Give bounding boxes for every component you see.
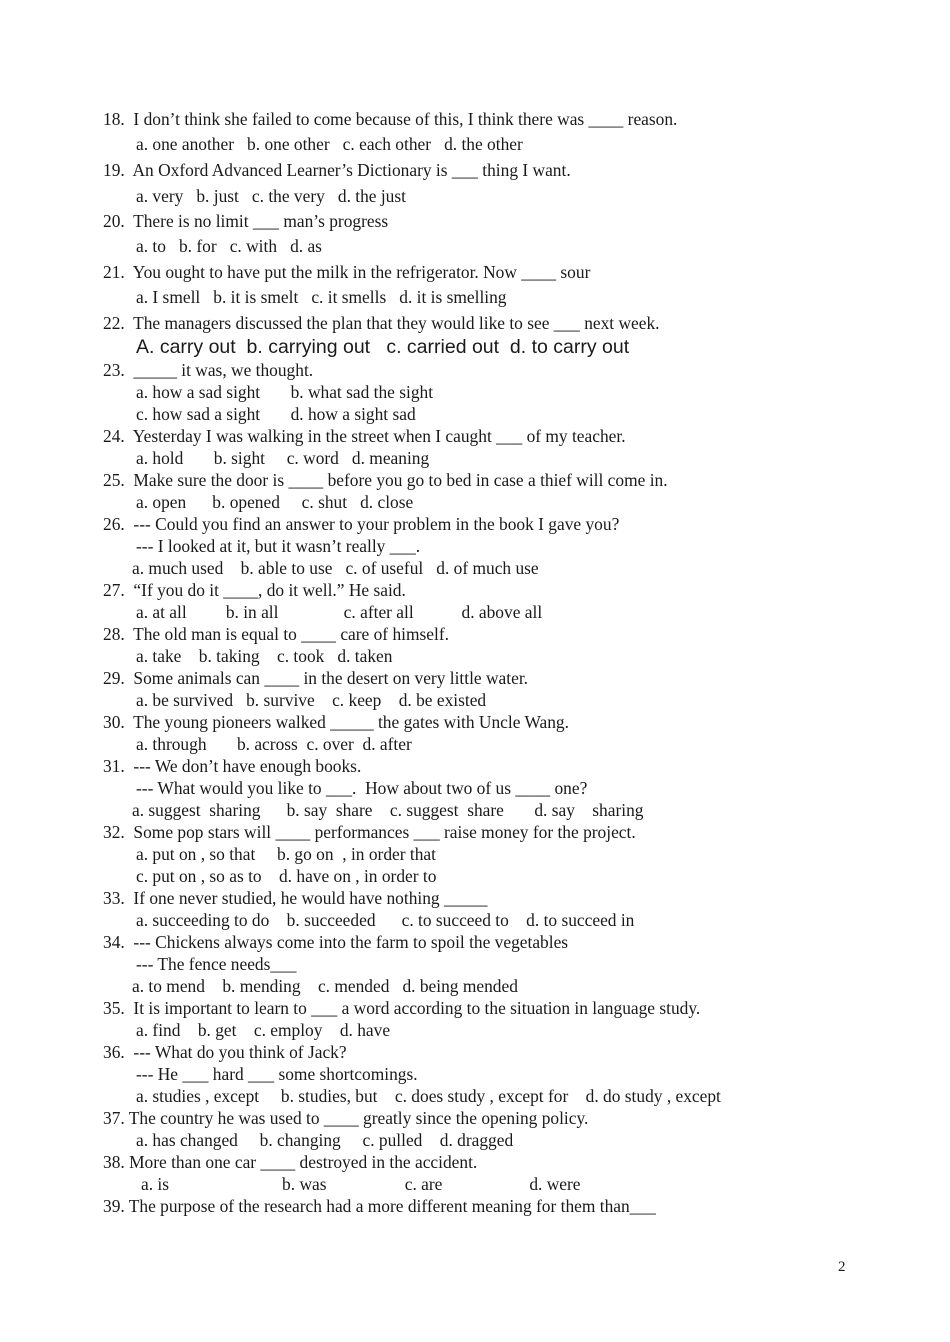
question-24-stem: 24. Yesterday I was walking in the street when I caught ___ of my teacher. bbox=[103, 426, 626, 446]
question-33-options: a. succeeding to do b. succeeded c. to succeed to d. to succeed in bbox=[136, 910, 635, 930]
question-37-options: a. has changed b. changing c. pulled d. dragged bbox=[136, 1130, 514, 1150]
question-36-stem: 36. --- What do you think of Jack? bbox=[103, 1042, 347, 1062]
question-26-options: a. much used b. able to use c. of useful d. of much use bbox=[132, 558, 539, 578]
question-18-stem: 18. I don’t think she failed to come because of this, I think there was ____ reason. bbox=[103, 109, 678, 129]
question-28-options: a. take b. taking c. took d. taken bbox=[136, 646, 393, 666]
question-38-stem: 38. More than one car ____ destroyed in the accident. bbox=[103, 1152, 478, 1172]
question-38-options: a. is b. was c. are d. were bbox=[141, 1174, 581, 1194]
question-23-options-row2: c. how sad a sight d. how a sight sad bbox=[136, 404, 416, 424]
question-39-stem: 39. The purpose of the research had a more different meaning for them than___ bbox=[103, 1196, 656, 1216]
question-26-stem: 26. --- Could you find an answer to your problem in the book I gave you? bbox=[103, 514, 620, 534]
question-24-options: a. hold b. sight c. word d. meaning bbox=[136, 448, 430, 468]
question-32-stem: 32. Some pop stars will ____ performances ___ raise money for the project. bbox=[103, 822, 636, 842]
question-32-options-row2: c. put on , so as to d. have on , in order to bbox=[136, 866, 437, 886]
question-30-stem: 30. The young pioneers walked _____ the gates with Uncle Wang. bbox=[103, 712, 569, 732]
question-34-stem: 34. --- Chickens always come into the farm to spoil the vegetables bbox=[103, 932, 569, 952]
question-21-options: a. I smell b. it is smelt c. it smells d. it is smelling bbox=[136, 287, 507, 307]
question-27-stem: 27. “If you do it ____, do it well.” He said. bbox=[103, 580, 406, 600]
question-29-stem: 29. Some animals can ____ in the desert on very little water. bbox=[103, 668, 529, 688]
question-19-stem: 19. An Oxford Advanced Learner’s Dictionary is ___ thing I want. bbox=[103, 160, 571, 180]
question-32-options-row1: a. put on , so that b. go on , in order that bbox=[136, 844, 436, 864]
question-25-options: a. open b. opened c. shut d. close bbox=[136, 492, 414, 512]
question-26-reply: --- I looked at it, but it wasn’t really ___. bbox=[136, 536, 421, 556]
question-34-options: a. to mend b. mending c. mended d. being mended bbox=[132, 976, 518, 996]
question-36-options: a. studies , except b. studies, but c. does study , except for d. do study , except bbox=[136, 1086, 721, 1106]
question-20-options: a. to b. for c. with d. as bbox=[136, 236, 322, 256]
question-28-stem: 28. The old man is equal to ____ care of himself. bbox=[103, 624, 449, 644]
question-22-options: A. carry out b. carrying out c. carried out d. to carry out bbox=[136, 336, 630, 358]
question-23-stem: 23. _____ it was, we thought. bbox=[103, 360, 314, 380]
question-23-options-row1: a. how a sad sight b. what sad the sight bbox=[136, 382, 434, 402]
question-37-stem: 37. The country he was used to ____ greatly since the opening policy. bbox=[103, 1108, 589, 1128]
question-31-stem: 31. --- We don’t have enough books. bbox=[103, 756, 362, 776]
question-21-stem: 21. You ought to have put the milk in the refrigerator. Now ____ sour bbox=[103, 262, 591, 282]
question-22-stem: 22. The managers discussed the plan that they would like to see ___ next week. bbox=[103, 313, 660, 333]
question-18-options: a. one another b. one other c. each other d. the other bbox=[136, 134, 523, 154]
question-27-options: a. at all b. in all c. after all d. above all bbox=[136, 602, 543, 622]
question-30-options: a. through b. across c. over d. after bbox=[136, 734, 412, 754]
question-36-reply: --- He ___ hard ___ some shortcomings. bbox=[136, 1064, 418, 1084]
question-20-stem: 20. There is no limit ___ man’s progress bbox=[103, 211, 389, 231]
question-35-options: a. find b. get c. employ d. have bbox=[136, 1020, 391, 1040]
question-25-stem: 25. Make sure the door is ____ before you go to bed in case a thief will come in. bbox=[103, 470, 668, 490]
question-35-stem: 35. It is important to learn to ___ a word according to the situation in language study. bbox=[103, 998, 701, 1018]
page-number: 2 bbox=[838, 1259, 846, 1275]
question-31-reply: --- What would you like to ___. How about two of us ____ one? bbox=[136, 778, 588, 798]
question-33-stem: 33. If one never studied, he would have nothing _____ bbox=[103, 888, 488, 908]
question-29-options: a. be survived b. survive c. keep d. be existed bbox=[136, 690, 487, 710]
question-19-options: a. very b. just c. the very d. the just bbox=[136, 186, 406, 206]
question-34-reply: --- The fence needs___ bbox=[136, 954, 297, 974]
question-31-options: a. suggest sharing b. say share c. suggest share d. say sharing bbox=[132, 800, 644, 820]
